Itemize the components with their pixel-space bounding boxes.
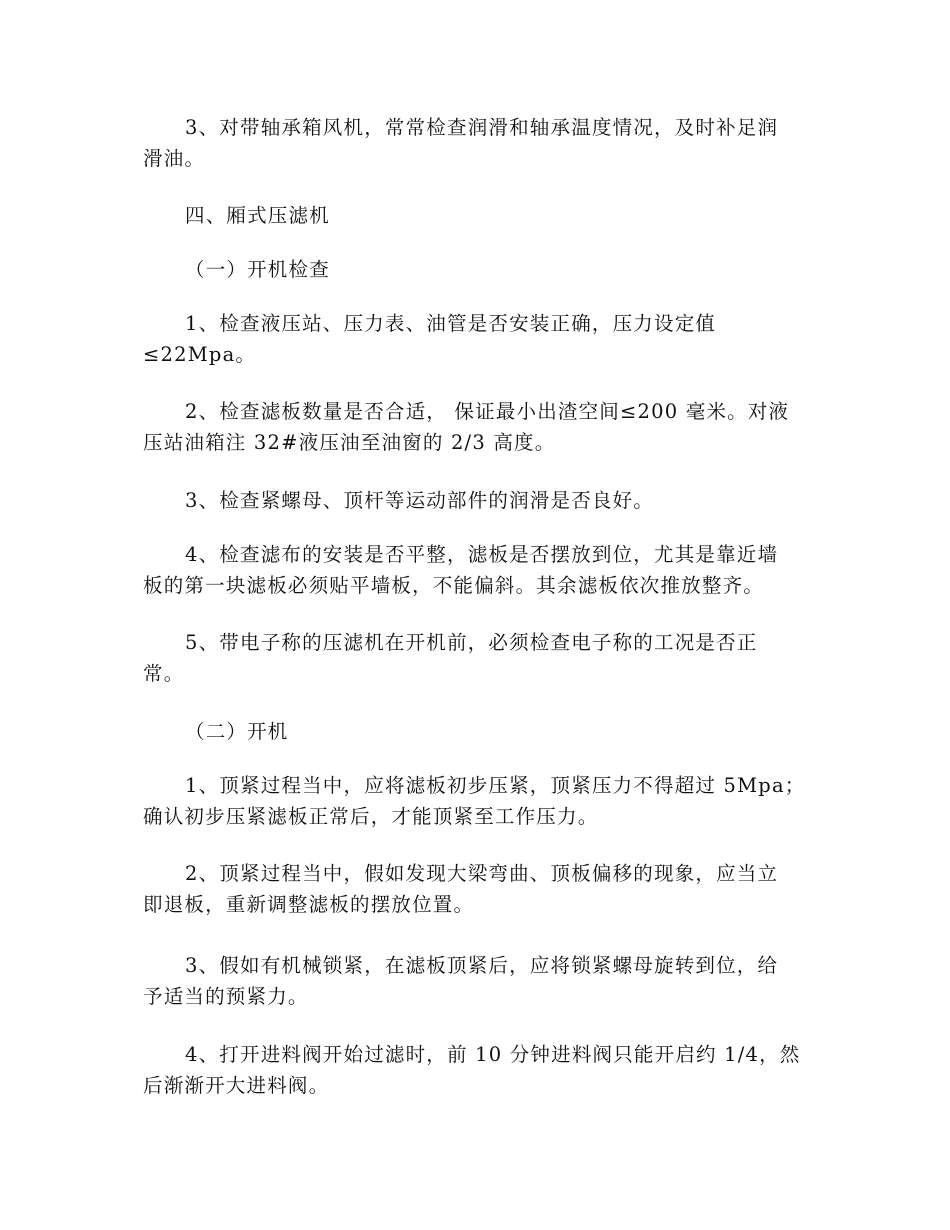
paragraph-line: 板的第一块滤板必须贴平墙板，不能偏斜。其余滤板依次推放整齐。 <box>143 574 765 597</box>
section-heading-text: 四、厢式压滤机 <box>185 204 330 227</box>
paragraph-line: 1、顶紧过程当中，应将滤板初步压紧，顶紧压力不得超过 5Mpa； <box>185 774 806 797</box>
paragraph-line: 3、对带轴承箱风机，常常检查润滑和轴承温度情况，及时补足润 <box>185 116 779 139</box>
paragraph-check-5 <box>143 627 808 689</box>
paragraph-line: 1、检查液压站、压力表、油管是否安装正确，压力设定值 <box>185 312 717 335</box>
paragraph-line: 予适当的预紧力。 <box>143 985 309 1008</box>
paragraph-startup-4 <box>143 1039 808 1101</box>
paragraph-line: 3、检查紧螺母、顶杆等运动部件的润滑是否良好。 <box>185 489 655 512</box>
paragraph-line: 常。 <box>143 662 185 685</box>
paragraph-line: 4、检查滤布的安装是否平整，滤板是否摆放到位，尤其是靠近墙 <box>185 543 779 566</box>
paragraph-line: 5、带电子称的压滤机在开机前，必须检查电子称的工况是否正 <box>185 631 758 654</box>
paragraph-line: 确认初步压紧滤板正常后，才能顶紧至工作压力。 <box>143 805 599 828</box>
paragraph-check-3 <box>143 485 808 516</box>
paragraph-line: ≤22Mpa。 <box>143 343 257 366</box>
paragraph-startup-2 <box>143 858 808 920</box>
paragraph-fan-bearing-3 <box>143 112 808 174</box>
paragraph-startup-3 <box>143 950 808 1012</box>
paragraph-line: 压站油箱注 32#液压油至油窗的 2/3 高度。 <box>143 431 556 454</box>
paragraph-line: 2、检查滤板数量是否合适， 保证最小出渣空间≤200 毫米。对液 <box>185 400 790 423</box>
paragraph-line: 后渐渐开大进料阀。 <box>143 1074 330 1097</box>
subheading-text: （一）开机检查 <box>185 258 330 281</box>
paragraph-line: 4、打开进料阀开始过滤时，前 10 分钟进料阀只能开启约 1/4，然 <box>185 1043 801 1066</box>
paragraph-line: 2、顶紧过程当中，假如发现大梁弯曲、顶板偏移的现象，应当立 <box>185 862 779 885</box>
paragraph-line: 滑油。 <box>143 147 206 170</box>
paragraph-line: 即退板，重新调整滤板的摆放位置。 <box>143 893 475 916</box>
paragraph-check-2 <box>143 396 808 458</box>
section-heading-filter-press <box>143 200 808 231</box>
paragraph-check-1 <box>143 308 808 370</box>
paragraph-line: 3、假如有机械锁紧，在滤板顶紧后，应将锁紧螺母旋转到位，给 <box>185 954 779 977</box>
subheading-startup <box>143 716 808 747</box>
paragraph-check-4 <box>143 539 808 601</box>
subheading-text: （二）开机 <box>185 720 289 743</box>
subheading-startup-check <box>143 254 808 285</box>
paragraph-startup-1 <box>143 770 808 832</box>
